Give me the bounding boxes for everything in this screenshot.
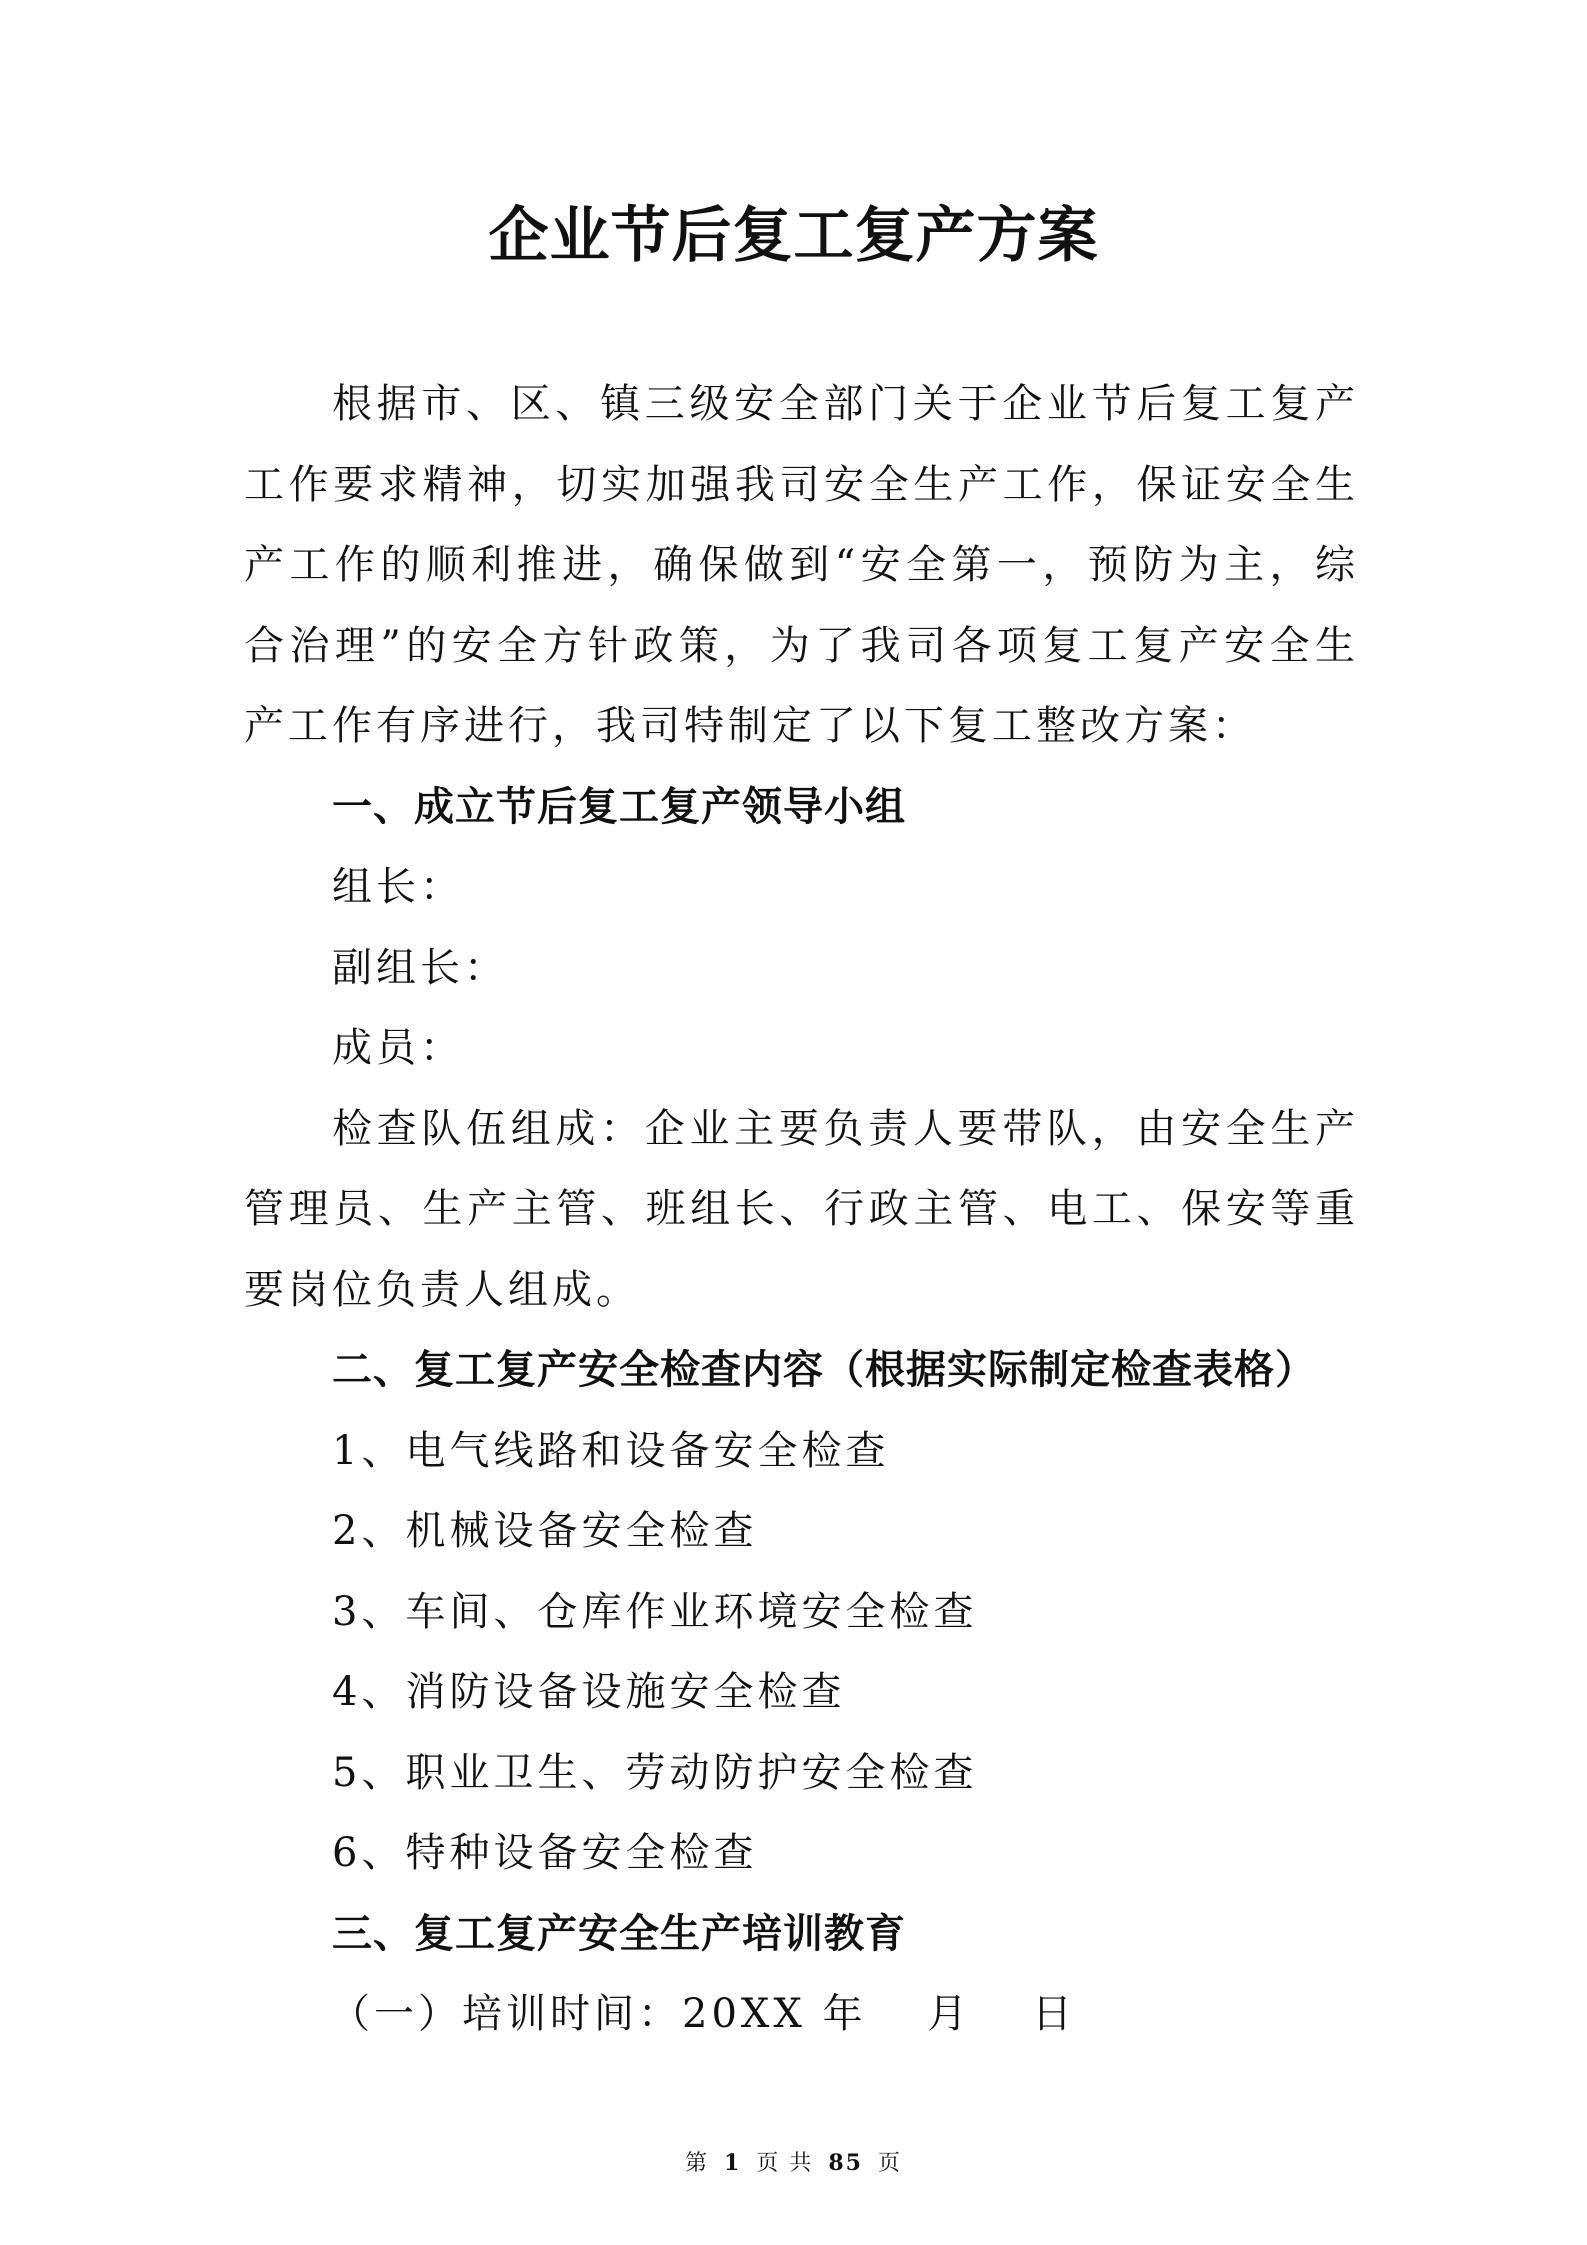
document-body — [244, 364, 1359, 2055]
vice-leader-line: 副组长： — [332, 944, 508, 991]
check-item: 2、机械设备安全检查 — [332, 1508, 758, 1554]
check-item: 3、车间、仓库作业环境安全检查 — [332, 1588, 978, 1635]
section-heading-3: 三、复工复产安全生产培训教育 — [332, 1910, 906, 1957]
document-title: 企业节后复工复产方案 — [488, 201, 1099, 271]
footer-prefix: 第 — [685, 2151, 710, 2176]
page-number: 1 — [724, 2150, 742, 2176]
check-item: 6、特种设备安全检查 — [332, 1830, 758, 1876]
team-paragraph: 检查队伍组成：企业主要负责人要带队，由安全生产管理员、生产主管、班组长、行政主管、电工、保安等重要岗位负责人组成。 — [244, 1105, 1359, 1313]
page-footer — [0, 2146, 1587, 2177]
page-total: 85 — [828, 2150, 863, 2176]
check-item: 5、职业卫生、劳动防护安全检查 — [332, 1749, 978, 1796]
section-heading-2: 二、复工复产安全检查内容（根据实际制定检查表格） — [332, 1347, 1316, 1393]
members-line: 成员： — [332, 1025, 464, 1071]
check-item: 1、电气线路和设备安全检查 — [332, 1427, 890, 1474]
section-heading-1: 一、成立节后复工复产领导小组 — [332, 783, 906, 830]
leader-line: 组长： — [332, 864, 464, 910]
footer-middle: 页 共 — [756, 2151, 814, 2176]
training-time-line: （一）培训时间：20XX 年 月 日 — [330, 1991, 1076, 2037]
footer-suffix: 页 — [877, 2151, 902, 2176]
check-item: 4、消防设备设施安全检查 — [332, 1669, 846, 1715]
intro-paragraph: 根据市、区、镇三级安全部门关于企业节后复工复产工作要求精神，切实加强我司安全生产工作，保证安全生产工作的顺利推进，确保做到“安全第一，预防为主，综合治理”的安全方针政策，为了我司各项复工复产安全生产工作有序进行，我司特制定了以下复工整改方案： — [244, 381, 1359, 749]
